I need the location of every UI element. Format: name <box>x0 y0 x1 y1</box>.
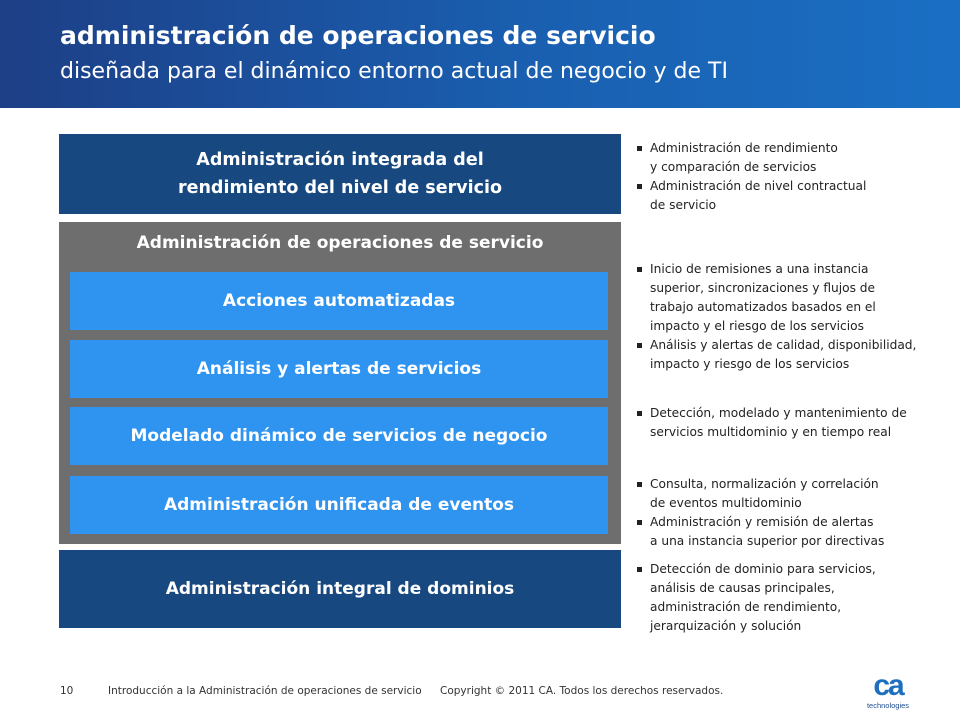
bullet-item <box>636 475 956 513</box>
bullet-text: Administración de rendimiento <box>650 141 838 155</box>
box-label-line: Administración integrada del <box>196 150 484 170</box>
box-label: Acciones automatizadas <box>222 291 456 311</box>
box-label: Análisis y alertas de servicios <box>196 359 482 379</box>
service-operations-title: Administración de operaciones de servicio <box>136 233 544 253</box>
page-title: administración de operaciones de servicio <box>60 21 656 50</box>
bullet-text: de servicio <box>650 198 717 212</box>
footer-course-title: Introducción a la Administración de operaciones de servicio <box>108 685 422 697</box>
bullet-text: administración de rendimiento, <box>650 600 842 614</box>
bullet-item <box>636 560 956 636</box>
bullet-text: a una instancia superior por directivas <box>650 534 885 548</box>
box-label: Administración unificada de eventos <box>163 495 515 515</box>
bullet-item <box>636 139 956 177</box>
dynamic-service-modeling-box <box>70 407 608 465</box>
ca-logo-icon <box>862 668 914 712</box>
automated-actions-box <box>70 272 608 330</box>
bullet-text: Administración y remisión de alertas <box>650 515 874 529</box>
box-label: Administración integral de dominios <box>165 579 515 599</box>
bullet-group-service-level <box>636 139 956 215</box>
bullet-text: y comparación de servicios <box>650 160 817 174</box>
bullet-text: superior, sincronizaciones y flujos de <box>650 281 876 295</box>
bullet-item <box>636 177 956 215</box>
bullet-text: Detección de dominio para servicios, <box>650 562 876 576</box>
bullet-text: Análisis y alertas de calidad, disponibilidad, <box>650 338 917 352</box>
bullet-text: impacto y el riesgo de los servicios <box>650 319 864 333</box>
page-subtitle: diseñada para el dinámico entorno actual de negocio y de TI <box>60 59 728 84</box>
bullet-item <box>636 260 956 336</box>
bullet-text: de eventos multidominio <box>650 496 802 510</box>
bullet-text: Detección, modelado y mantenimiento de <box>650 406 907 420</box>
bullet-text: Consulta, normalización y correlación <box>650 477 879 491</box>
bullet-text: jerarquización y solución <box>650 619 802 633</box>
bullet-text: impacto y riesgo de los servicios <box>650 357 850 371</box>
bullet-item <box>636 404 956 442</box>
unified-event-management-box <box>70 476 608 534</box>
bullet-text: trabajo automatizados basados en el <box>650 300 876 314</box>
bullet-group-automation <box>636 260 956 374</box>
box-label: Modelado dinámico de servicios de negocio <box>130 426 548 446</box>
service-level-performance-box <box>59 134 621 214</box>
service-analysis-alerts-box <box>70 340 608 398</box>
bullet-text: Inicio de remisiones a una instancia <box>650 262 869 276</box>
page-number: 10 <box>60 685 74 697</box>
domain-management-box <box>59 550 621 628</box>
ca-technologies-logo <box>862 668 914 712</box>
title-banner <box>0 0 960 108</box>
box-label-line: rendimiento del nivel de servicio <box>177 178 503 198</box>
bullet-text: servicios multidominio y en tiempo real <box>650 425 892 439</box>
logo-wordmark: technologies <box>866 701 910 710</box>
bullet-item <box>636 513 956 551</box>
bullet-item <box>636 336 956 374</box>
footer-copyright: Copyright © 2011 CA. Todos los derechos reservados. <box>440 685 724 697</box>
logo-mark: ca <box>873 669 903 702</box>
bullet-group-events <box>636 475 956 551</box>
bullet-text: análisis de causas principales, <box>650 581 835 595</box>
bullet-text: Administración de nivel contractual <box>650 179 867 193</box>
bullet-group-domains <box>636 560 956 636</box>
bullet-group-modeling <box>636 404 956 442</box>
